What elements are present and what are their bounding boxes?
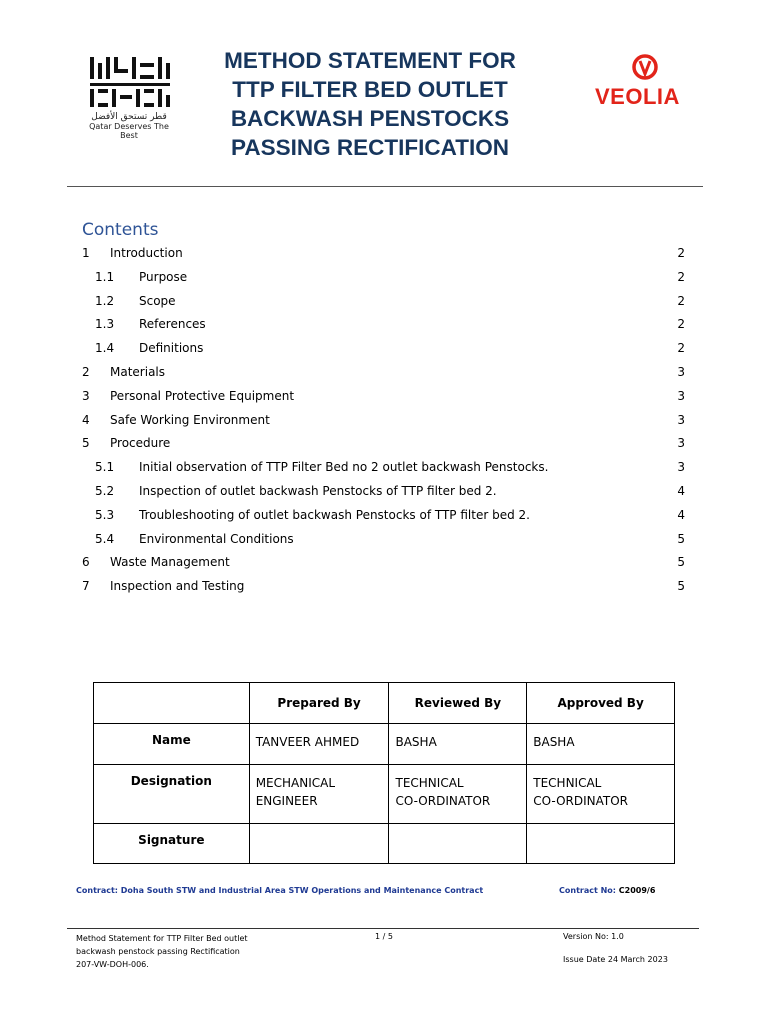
contract-number-value: C2009/6: [618, 886, 656, 895]
approved-by-designation: [527, 765, 675, 824]
toc-entry-title: Troubleshooting of outlet backwash Penstocks of TTP filter bed 2.: [139, 507, 530, 522]
toc-entry-number: 5.1: [95, 460, 115, 475]
footer-doc-line: 207-VW-DOH-006.: [76, 960, 149, 969]
ashghal-tagline: Qatar Deserves The Best: [89, 122, 169, 140]
header-prepared-by: Prepared By: [249, 683, 389, 724]
page-number: 1 / 5: [375, 932, 393, 941]
approved-by-signature: [527, 824, 675, 864]
toc-entry[interactable]: [82, 362, 685, 382]
header-approved-by: Approved By: [527, 683, 675, 724]
ashghal-logo: [84, 55, 174, 140]
approval-row-designation: [94, 765, 675, 824]
approval-header-empty: [94, 683, 250, 724]
toc-entry-page: 2: [677, 269, 685, 284]
designation-line: CO-ORDINATOR: [533, 794, 629, 808]
toc-entry-page: 2: [677, 317, 685, 332]
prepared-by-name: TANVEER AHMED: [249, 724, 389, 765]
veolia-emblem-icon: [630, 52, 660, 82]
toc-entry-title: Initial observation of TTP Filter Bed no 2 outlet backwash Penstocks.: [139, 460, 549, 475]
reviewed-by-name: BASHA: [389, 724, 527, 765]
contract-number-label: Contract No:: [559, 886, 616, 895]
toc-entry-title: Procedure: [110, 436, 171, 451]
header-reviewed-by: Reviewed By: [389, 683, 527, 724]
row-label-signature: Signature: [94, 824, 250, 864]
toc-entry[interactable]: [82, 243, 685, 263]
veolia-logo: [590, 52, 700, 112]
footer-document-title: [76, 932, 248, 971]
toc-entry-page: 5: [677, 579, 685, 594]
footer-doc-line: backwash penstock passing Rectification: [76, 947, 240, 956]
toc-entry[interactable]: [82, 433, 685, 453]
approval-header-row: [94, 683, 675, 724]
toc-entry[interactable]: [82, 552, 685, 572]
toc-entry-number: 1.2: [95, 293, 115, 308]
toc-entry-number: 5: [82, 436, 90, 451]
designation-line: MECHANICAL: [255, 776, 336, 790]
toc-entry-title: Introduction: [110, 246, 183, 260]
approval-row-signature: [94, 824, 675, 864]
toc-entry[interactable]: [82, 529, 685, 549]
toc-entry[interactable]: [82, 576, 685, 596]
ashghal-arabic-tagline: قطر تستحق الأفضل: [91, 112, 167, 122]
toc-entry-number: 5.2: [95, 484, 115, 498]
toc-entry-page: 2: [677, 341, 685, 356]
toc-entry[interactable]: [82, 410, 685, 430]
toc-entry-title: Waste Management: [110, 555, 230, 570]
toc-entry-number: 5.4: [95, 531, 115, 546]
toc-entry-page: 3: [677, 460, 685, 475]
toc-entry-title: References: [139, 317, 206, 332]
reviewed-by-designation: [389, 765, 527, 824]
toc-entry-page: 3: [677, 365, 685, 379]
footer-divider: [67, 928, 699, 929]
footer-doc-line: Method Statement for TTP Filter Bed outlet: [76, 934, 248, 943]
toc-entry-page: 2: [677, 293, 685, 308]
document-title: [180, 46, 560, 162]
toc-entry-page: 3: [677, 436, 685, 451]
toc-entry-page: 5: [677, 531, 685, 546]
toc-entry-title: Safe Working Environment: [110, 412, 270, 427]
toc-entry-title: Definitions: [139, 341, 204, 356]
approved-by-name: BASHA: [527, 724, 675, 765]
toc-entry-number: 1.3: [95, 317, 115, 332]
toc-entry-page: 4: [677, 484, 685, 498]
header-divider: [67, 186, 703, 187]
toc-entry[interactable]: [82, 267, 685, 287]
toc-entry[interactable]: [82, 386, 685, 406]
designation-line: ENGINEER: [255, 794, 318, 808]
designation-line: TECHNICAL: [533, 776, 602, 790]
prepared-by-signature: [249, 824, 389, 864]
toc-entry-title: Environmental Conditions: [139, 531, 294, 546]
toc-entry-page: 3: [677, 412, 685, 427]
reviewed-by-signature: [389, 824, 527, 864]
toc-entry[interactable]: [82, 481, 685, 501]
prepared-by-designation: [249, 765, 389, 824]
designation-line: TECHNICAL: [395, 776, 464, 790]
title-line: METHOD STATEMENT FOR: [224, 48, 516, 73]
toc-entry[interactable]: [82, 291, 685, 311]
toc-entry-title: Scope: [139, 293, 176, 308]
row-label-designation: Designation: [94, 765, 250, 824]
toc-entry-title: Inspection and Testing: [110, 579, 245, 594]
toc-entry-number: 3: [82, 388, 90, 403]
toc-entry-page: 3: [677, 388, 685, 403]
toc-entry-title: Personal Protective Equipment: [110, 388, 295, 403]
toc-entry-page: 4: [677, 507, 685, 522]
version-number: Version No: 1.0: [563, 932, 624, 941]
designation-line: CO-ORDINATOR: [395, 794, 491, 808]
title-line: BACKWASH PENSTOCKS: [230, 106, 510, 131]
toc-entry-title: Materials: [110, 365, 166, 379]
toc-entry-number: 2: [82, 365, 90, 379]
toc-entry-title: Inspection of outlet backwash Penstocks of TTP filter bed 2.: [139, 484, 497, 498]
toc-entry[interactable]: [82, 314, 685, 334]
toc-entry-number: 4: [82, 412, 90, 427]
toc-entry-number: 7: [82, 579, 90, 594]
toc-entry[interactable]: [82, 505, 685, 525]
toc-entry-number: 6: [82, 555, 90, 570]
toc-entry[interactable]: [82, 338, 685, 358]
ashghal-logo-mark: [84, 55, 174, 111]
title-line: PASSING RECTIFICATION: [231, 135, 509, 160]
toc-entry-page: 2: [677, 246, 685, 260]
approval-table: [93, 682, 675, 864]
veolia-wordmark: VEOLIA: [595, 84, 680, 109]
toc-entry[interactable]: [82, 457, 685, 477]
toc-entry-number: 1: [82, 246, 90, 260]
issue-date: Issue Date 24 March 2023: [563, 955, 668, 964]
contents-heading: Contents: [82, 220, 159, 240]
contract-text: Contract: Doha South STW and Industrial Area STW Operations and Maintenance Contract: [76, 886, 484, 895]
title-line: TTP FILTER BED OUTLET: [232, 77, 508, 102]
toc-entry-title: Purpose: [139, 269, 188, 284]
toc-entry-number: 1.1: [95, 269, 115, 284]
row-label-name: Name: [94, 724, 250, 765]
toc-entry-number: 1.4: [95, 341, 115, 356]
toc-entry-page: 5: [677, 555, 685, 570]
approval-row-name: [94, 724, 675, 765]
contract-number: [559, 886, 655, 895]
toc-entry-number: 5.3: [95, 507, 115, 522]
